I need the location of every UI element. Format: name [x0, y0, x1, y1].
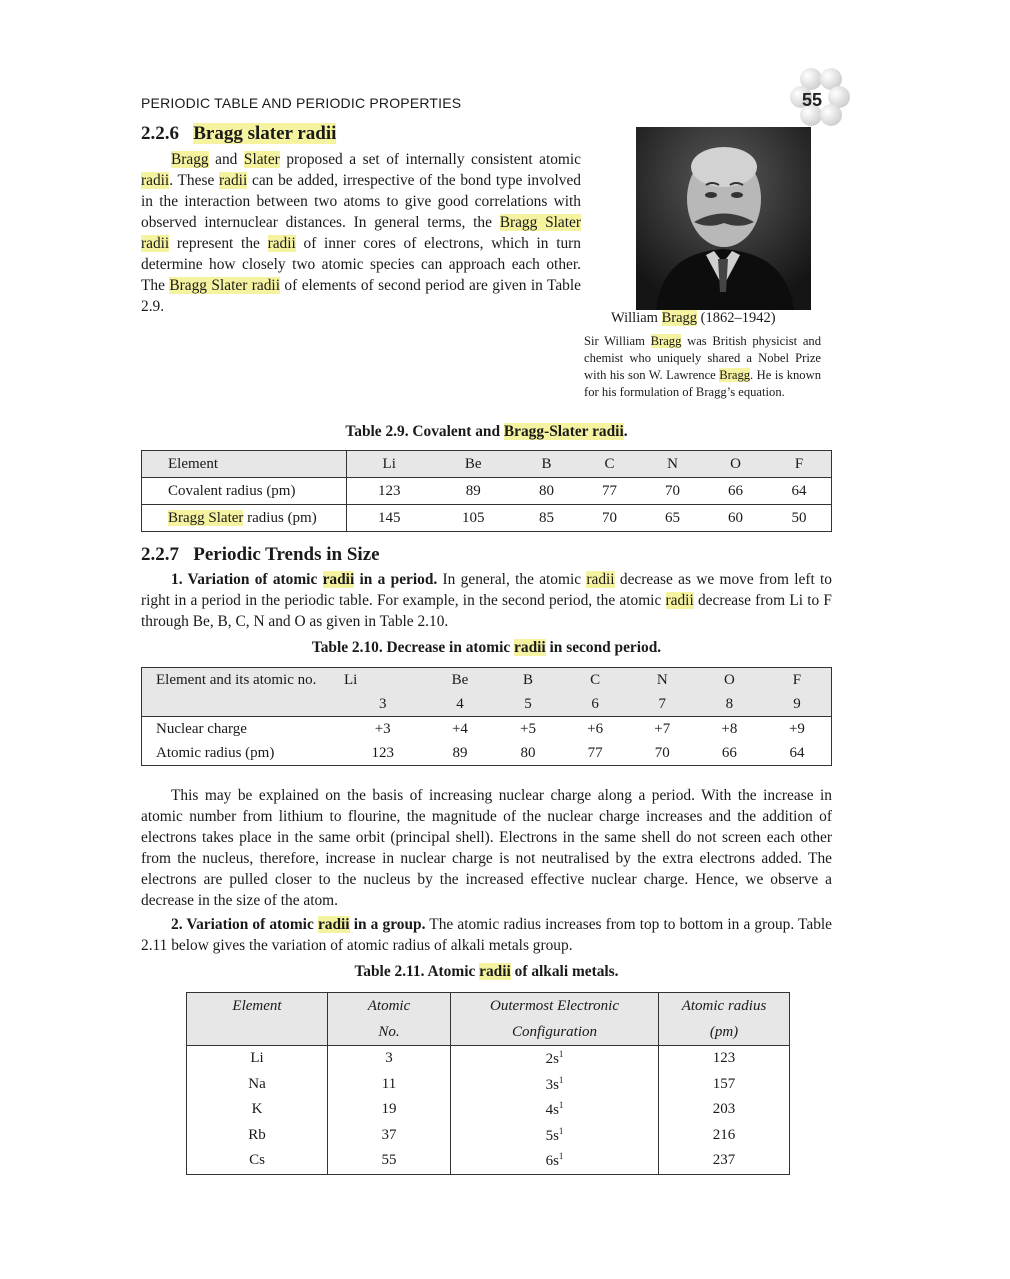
table-header-row: Element and its atomic no. Li Be B C N O F	[142, 668, 832, 693]
table-row: Bragg Slater radius (pm) 145 105 85 70 65 60 50	[142, 505, 832, 532]
portrait-image	[636, 127, 811, 310]
table-2-10	[141, 667, 832, 766]
table-header-row: 3 4 5 6 7 8 9	[142, 692, 832, 717]
table-row: Covalent radius (pm) 123 89 80 77 70 66 64	[142, 478, 832, 505]
page-number-badge	[790, 68, 850, 128]
paragraph-explanation: This may be explained on the basis of increasing nuclear charge along a period. With the increase in atomic number from lithium to flourine, the magnitude of the nuclear charge increases and the addition of electrons takes place in the same orbit (principal shell). Electrons in the same shell do not screen each other from the nucleus, therefore, increase in nuclear charge is not neutralised by the extra electrons added. The electrons are pulled closer to the nucleus by the increased effective nuclear charge. Hence, we observe a decrease in the size of the atom.	[141, 787, 832, 909]
table-2-10-caption: Table 2.10. Decrease in atomic radii in second period.	[311, 639, 662, 656]
page-number: 55	[802, 90, 823, 110]
table-row: Atomic radius (pm) 123 89 80 77 70 66 64	[156, 744, 805, 761]
section-title: Bragg slater radii	[193, 123, 337, 144]
running-title: PERIODIC TABLE AND PERIODIC PROPERTIES	[141, 95, 462, 111]
portrait-bio: Sir William Bragg was British physicist and chemist who uniquely shared a Nobel Prize with his son W. Lawrence Bragg. He is known for his formulation of Bragg’s equation.	[584, 334, 822, 399]
table-row: Na 11 $3s^1$ 157	[187, 1072, 790, 1098]
paragraph-period-variation: 1. Variation of atomic radii in a period. In general, the atomic radii decrease as we move from left to right in a period in the periodic table. For example, in the second period, the atomic radii decrease from Li to F through Be, B, C, N and O as given in Table 2.10.	[141, 571, 832, 630]
table-row: Nuclear charge +3 +4 +5 +6 +7 +8 +9	[142, 717, 832, 742]
table-row: K 19 $4s^1$ 203	[187, 1097, 790, 1123]
portrait-name: William Bragg (1862–1942)	[611, 310, 776, 326]
table-row: Cs 55 $6s^1$ 237	[187, 1148, 790, 1174]
paragraph-bragg-slater: Bragg and Slater proposed a set of internally consistent atomic radii. These radii can be added, irrespective of the bond type involved in the interaction between two atoms to give good correlations with observed internuclear distances. In general terms, the Bragg Slater radii represent the radii of inner cores of electrons, which in turn determine how closely two atomic species can approach each other. The Bragg Slater radii of elements of second period are given in Table 2.9.	[141, 151, 581, 315]
table-2-9	[141, 450, 832, 532]
table-row: Li 3 $2s^1$ 123	[187, 1046, 790, 1072]
table-2-9-caption: Table 2.9. Covalent and Bragg-Slater radii.	[345, 423, 628, 440]
table-2-11	[186, 992, 790, 1175]
section-heading-226	[141, 123, 336, 145]
section-heading-227: 2.2.7 Periodic Trends in Size	[141, 544, 380, 565]
table-header-row: Element Li Be B C N O F	[142, 451, 832, 478]
table-2-11-caption: Table 2.11. Atomic radii of alkali metals.	[354, 963, 619, 980]
table-header-row: Element Atomic Outermost Electronic Atomic radius	[187, 993, 790, 1020]
table-row: Rb 37 $5s^1$ 216	[187, 1123, 790, 1149]
table-header-row: No. Configuration (pm)	[187, 1019, 790, 1046]
section-number: 2.2.6	[141, 123, 179, 144]
paragraph-group-variation: 2. Variation of atomic radii in a group. The atomic radius increases from top to bottom in a group. Table 2.11 below gives the variation of atomic radius of alkali metals group.	[141, 916, 833, 954]
